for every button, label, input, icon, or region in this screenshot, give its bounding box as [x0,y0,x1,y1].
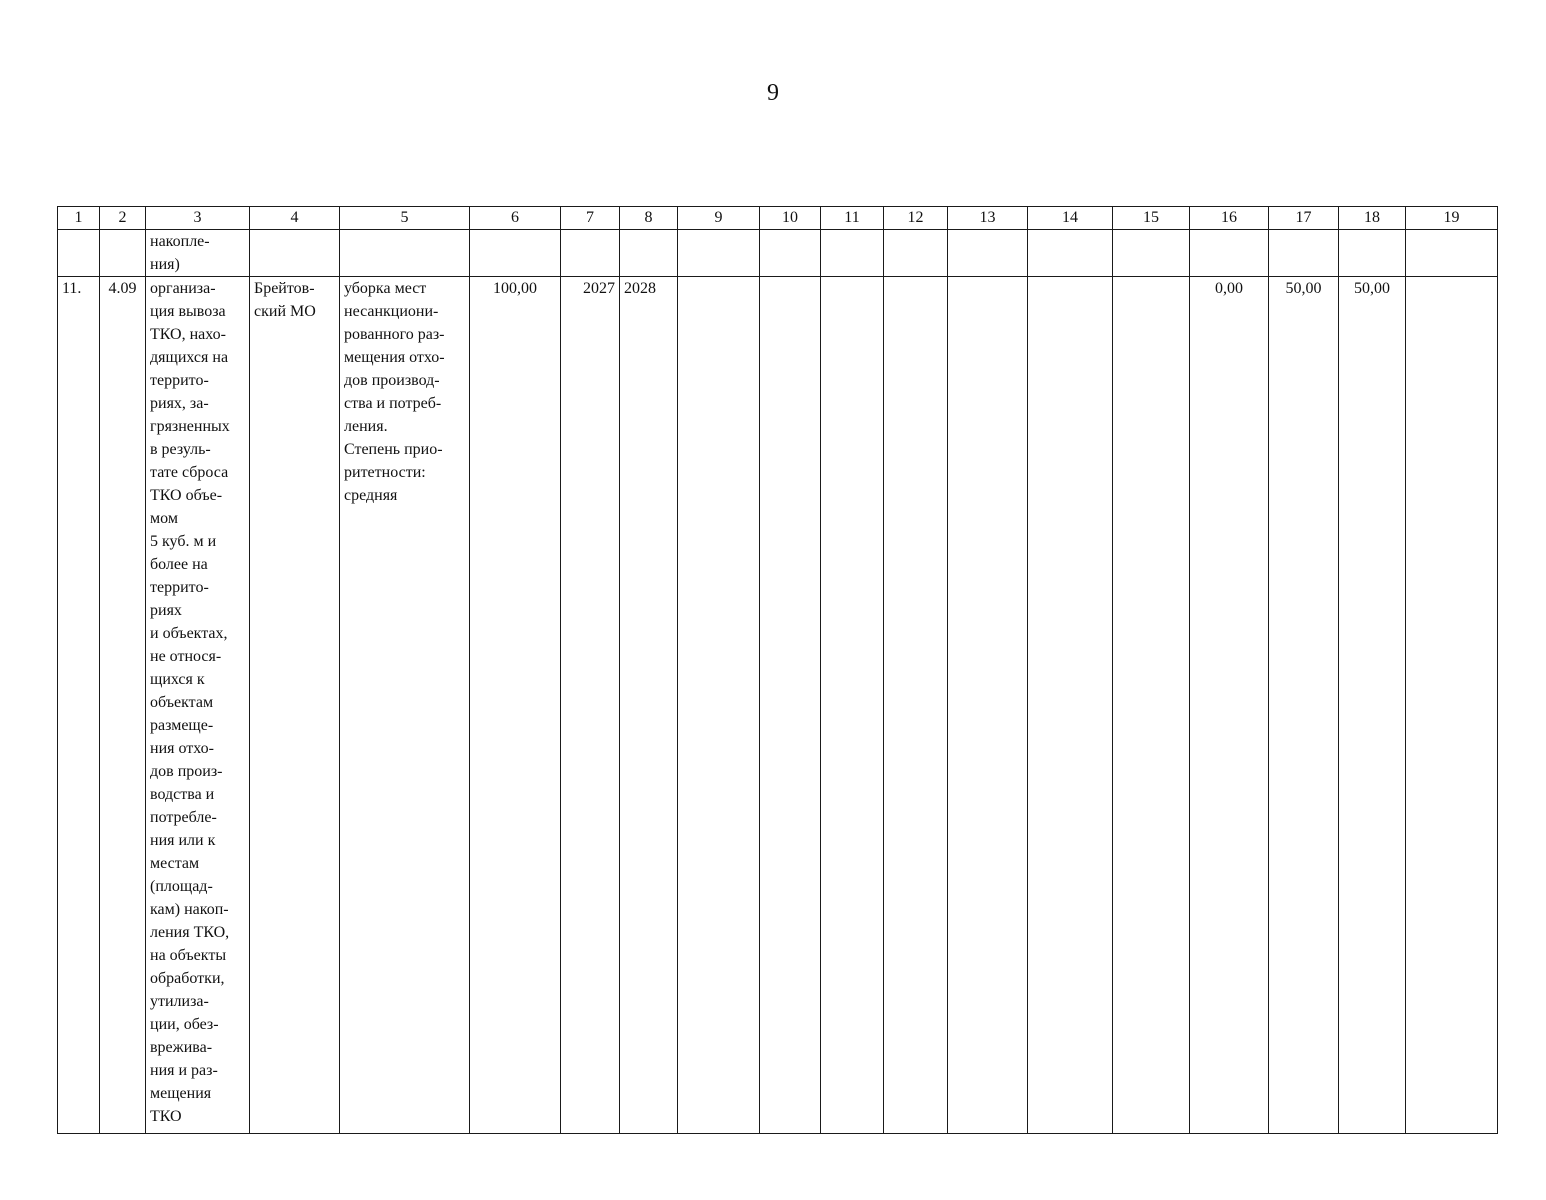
value-cell-17: 50,00 [1269,277,1339,1134]
table-cell [1113,230,1190,277]
table-cell [821,277,884,1134]
table-cell [884,230,948,277]
table-cell [884,277,948,1134]
row-number-cell: 11. [58,277,100,1134]
description-cell: уборка мест несанкциони- рованного раз- мещения отхо- дов производ- ства и потреб- ления. Степень прио- ритетности: средняя [340,277,470,1134]
column-header: 13 [948,207,1028,230]
column-header: 8 [620,207,678,230]
table-cell [58,230,100,277]
column-number-row [58,207,1498,230]
table-cell [620,230,678,277]
table-cell [1406,230,1498,277]
table-cell [948,230,1028,277]
table-cell [340,230,470,277]
table-cell [470,230,561,277]
table-row [58,277,1498,1134]
column-header: 5 [340,207,470,230]
end-year-cell: 2028 [620,277,678,1134]
table-cell [760,277,821,1134]
table-cell [1339,230,1406,277]
table-cell [100,230,146,277]
table-cell [1113,277,1190,1134]
table-cell [1190,230,1269,277]
table-cell [678,277,760,1134]
table-cell [561,230,620,277]
column-header: 2 [100,207,146,230]
column-header: 14 [1028,207,1113,230]
data-table [57,206,1498,1134]
amount-cell: 100,00 [470,277,561,1134]
column-header: 19 [1406,207,1498,230]
column-header: 4 [250,207,340,230]
table-cell [1028,277,1113,1134]
table-cell [1269,230,1339,277]
start-year-cell: 2027 [561,277,620,1134]
municipality-cell: Брейтов- ский МО [250,277,340,1134]
column-header: 17 [1269,207,1339,230]
table-cell [250,230,340,277]
table-cell [1406,277,1498,1134]
column-header: 1 [58,207,100,230]
column-header: 15 [1113,207,1190,230]
value-cell-18: 50,00 [1339,277,1406,1134]
column-header: 9 [678,207,760,230]
table-cell [821,230,884,277]
column-header: 18 [1339,207,1406,230]
table-cell [948,277,1028,1134]
page-number: 9 [767,80,779,106]
column-header: 16 [1190,207,1269,230]
table-cell [760,230,821,277]
continuation-row [58,230,1498,277]
column-header: 12 [884,207,948,230]
measure-name-cell: организа- ция вывоза ТКО, нахо- дящихся на террито- риях, за- грязненных в резуль- тате сброса ТКО объе- мом 5 куб. м и более на террито- риях и объектах, не относя- щихся к объектам размеще- ния отхо- дов произ- водства и потребле- ния или к местам (площад- кам) накоп- ления ТКО, на объекты обработки, утилиза- ции, обез- врежива- ния и раз- мещения ТКО [146,277,250,1134]
column-header: 11 [821,207,884,230]
table-cell [1028,230,1113,277]
column-header: 7 [561,207,620,230]
column-header: 10 [760,207,821,230]
column-header: 6 [470,207,561,230]
item-code-cell: 4.09 [100,277,146,1134]
table-cell [678,230,760,277]
value-cell-16: 0,00 [1190,277,1269,1134]
continued-text-cell: накопле- ния) [146,230,250,277]
column-header: 3 [146,207,250,230]
